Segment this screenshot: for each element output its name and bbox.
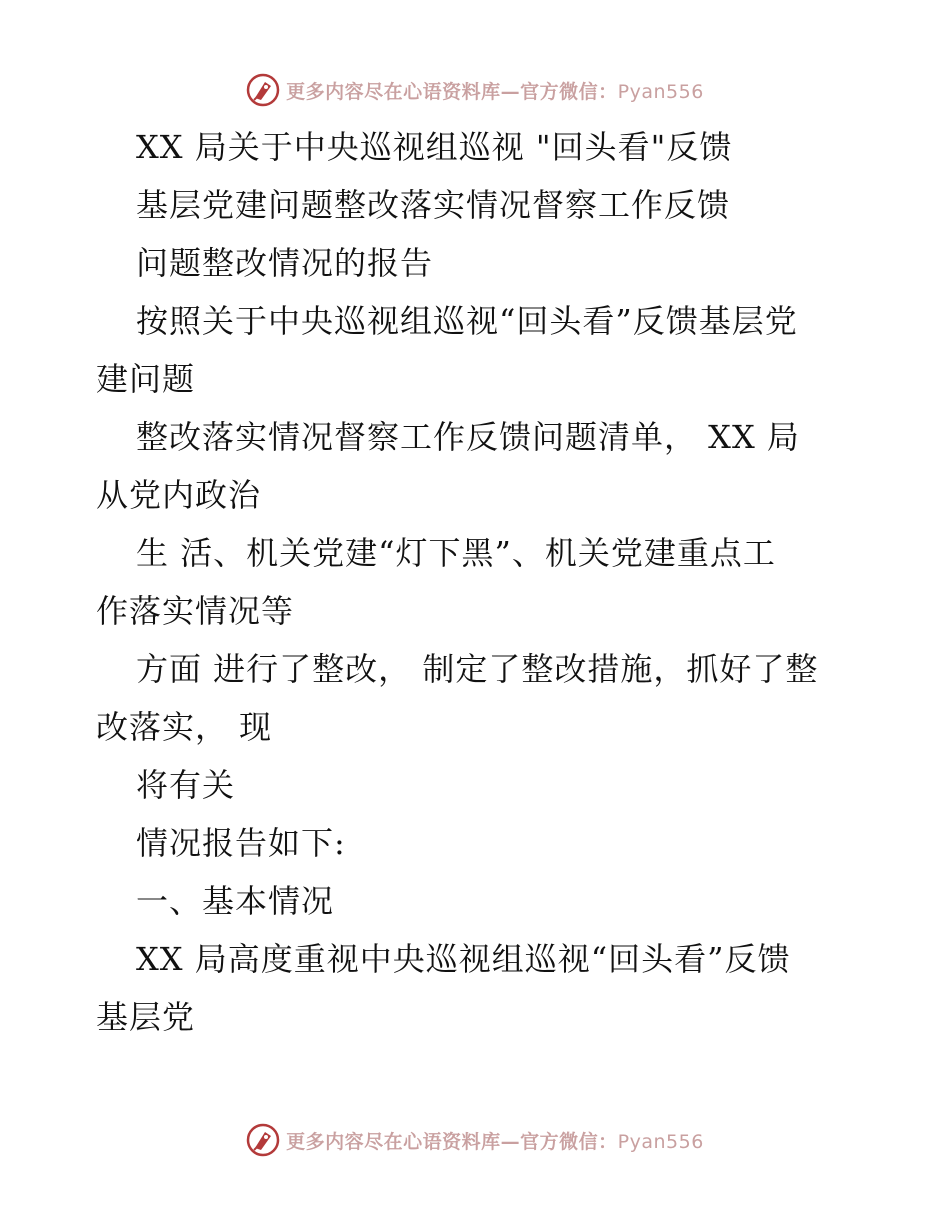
document-line: XX 局高度重视中央巡视组巡视“回头看”反馈 xyxy=(136,940,791,978)
document-line: 将有关 xyxy=(136,766,236,804)
document-body xyxy=(96,118,876,1046)
document-line: 按照关于中央巡视组巡视“回头看”反馈基层党 xyxy=(136,302,798,340)
document-line: 生 活、机关党建“灯下黑”、机关党建重点工 xyxy=(136,534,776,572)
watermark-wechat-id: Pyan556 xyxy=(617,80,704,103)
document-line: XX 局关于中央巡视组巡视 "回头看"反馈 xyxy=(136,128,733,166)
watermark-wechat-id: Pyan556 xyxy=(617,1130,704,1153)
document-line: 方面 进行了整改， 制定了整改措施，抓好了整 xyxy=(136,650,819,688)
document-line: 改落实， 现 xyxy=(96,708,273,746)
footer-watermark xyxy=(0,1120,950,1160)
document-line: 基层党建问题整改落实情况督察工作反馈 xyxy=(136,186,731,224)
document-line: 基层党 xyxy=(96,998,196,1036)
document-line: 整改落实情况督察工作反馈问题清单， XX 局 xyxy=(136,418,800,456)
document-line: 作落实情况等 xyxy=(96,592,295,630)
document-line: 问题整改情况的报告 xyxy=(136,244,434,282)
document-line: 情况报告如下: xyxy=(136,824,346,862)
watermark-text: 更多内容尽在心语资料库—官方微信：Pyan556 xyxy=(286,1130,704,1153)
document-line: 一、基本情况 xyxy=(136,882,335,920)
pen-nib-logo-icon xyxy=(246,1123,280,1157)
header-watermark xyxy=(0,70,950,110)
document-line: 建问题 xyxy=(96,360,196,398)
document-line: 从党内政治 xyxy=(96,476,262,514)
pen-nib-logo-icon xyxy=(246,73,280,107)
watermark-text: 更多内容尽在心语资料库—官方微信：Pyan556 xyxy=(286,80,704,103)
